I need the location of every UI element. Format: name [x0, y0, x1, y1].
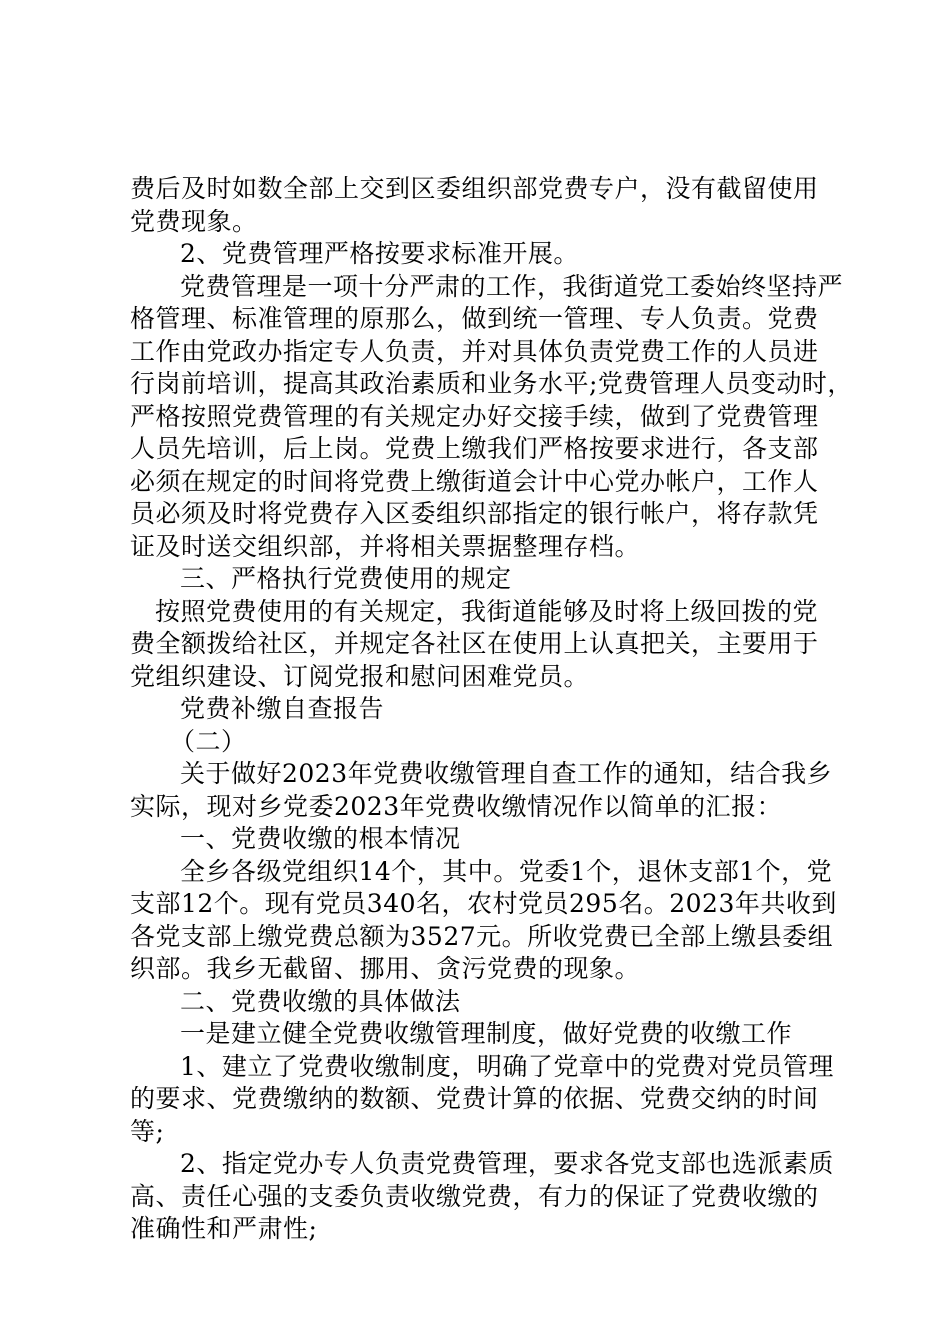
text-line: 2、指定党办专人负责党费管理，要求各党支部也选派素质 — [180, 1149, 834, 1178]
section-heading: 三、严格执行党费使用的规定 — [180, 564, 512, 593]
text-line: 人员先培训，后上岗。党费上缴我们严格按要求进行，各支部 — [130, 434, 819, 463]
text-line: 行岗前培训，提高其政治素质和业务水平;党费管理人员变动时， — [130, 369, 853, 398]
report-title: 党费补缴自查报告 — [180, 694, 385, 723]
text-line: 全乡各级党组织14个，其中。党委1个，退休支部1个，党 — [180, 856, 833, 886]
text-line: 织部。我乡无截留、挪用、贪污党费的现象。 — [130, 954, 641, 983]
text-line: 高、责任心强的支委负责收缴党费，有力的保证了党费收缴的 — [130, 1181, 819, 1211]
text-line: 严格按照党费管理的有关规定办好交接手续，做到了党费管理 — [130, 401, 819, 431]
text-line: 党费现象。 — [130, 206, 258, 236]
text-line: 必须在规定的时间将党费上缴街道会计中心党办帐户，工作人 — [130, 466, 819, 496]
section-heading: 一、党费收缴的根本情况 — [180, 824, 461, 853]
report-subtitle: （二） — [170, 726, 247, 756]
text-line: 按照党费使用的有关规定，我街道能够及时将上级回拨的党 — [155, 596, 819, 626]
text-line: 证及时送交组织部，并将相关票据整理存档。 — [130, 531, 641, 561]
text-line: 各党支部上缴党费总额为3527元。所收党费已全部上缴县委组 — [130, 921, 834, 951]
text-line: 一是建立健全党费收缴管理制度，做好党费的收缴工作 — [180, 1019, 793, 1048]
text-line: 关于做好2023年党费收缴管理自查工作的通知，结合我乡 — [180, 759, 833, 788]
text-line: 工作由党政办指定专人负责，并对具体负责党费工作的人员进 — [130, 336, 819, 366]
text-line: 费后及时如数全部上交到区委组织部党费专户，没有截留使用 — [130, 174, 819, 203]
document-body — [130, 173, 853, 1246]
text-line: 准确性和严肃性; — [130, 1214, 318, 1243]
text-line: 支部12个。现有党员340名，农村党员295名。2023年共收到 — [130, 889, 837, 918]
text-line: 党费管理是一项十分严肃的工作，我街道党工委始终坚持严 — [180, 271, 844, 301]
text-line: 等; — [130, 1116, 165, 1146]
text-line: 的要求、党费缴纳的数额、党费计算的依据、党费交纳的时间 — [130, 1084, 819, 1113]
text-line: 费全额拨给社区，并规定各社区在使用上认真把关，主要用于 — [130, 629, 819, 658]
text-line: 党组织建设、订阅党报和慰问困难党员。 — [130, 661, 590, 691]
section-heading: 二、党费收缴的具体做法 — [180, 986, 461, 1016]
text-line: 格管理、标准管理的原那么，做到统一管理、专人负责。党费 — [130, 304, 819, 333]
text-line: 2、党费管理严格按要求标准开展。 — [180, 239, 579, 268]
text-line: 1、建立了党费收缴制度，明确了党章中的党费对党员管理 — [180, 1051, 834, 1081]
text-line: 实际，现对乡党委2023年党费收缴情况作以简单的汇报： — [130, 791, 783, 821]
text-line: 员必须及时将党费存入区委组织部指定的银行帐户，将存款凭 — [130, 499, 819, 528]
